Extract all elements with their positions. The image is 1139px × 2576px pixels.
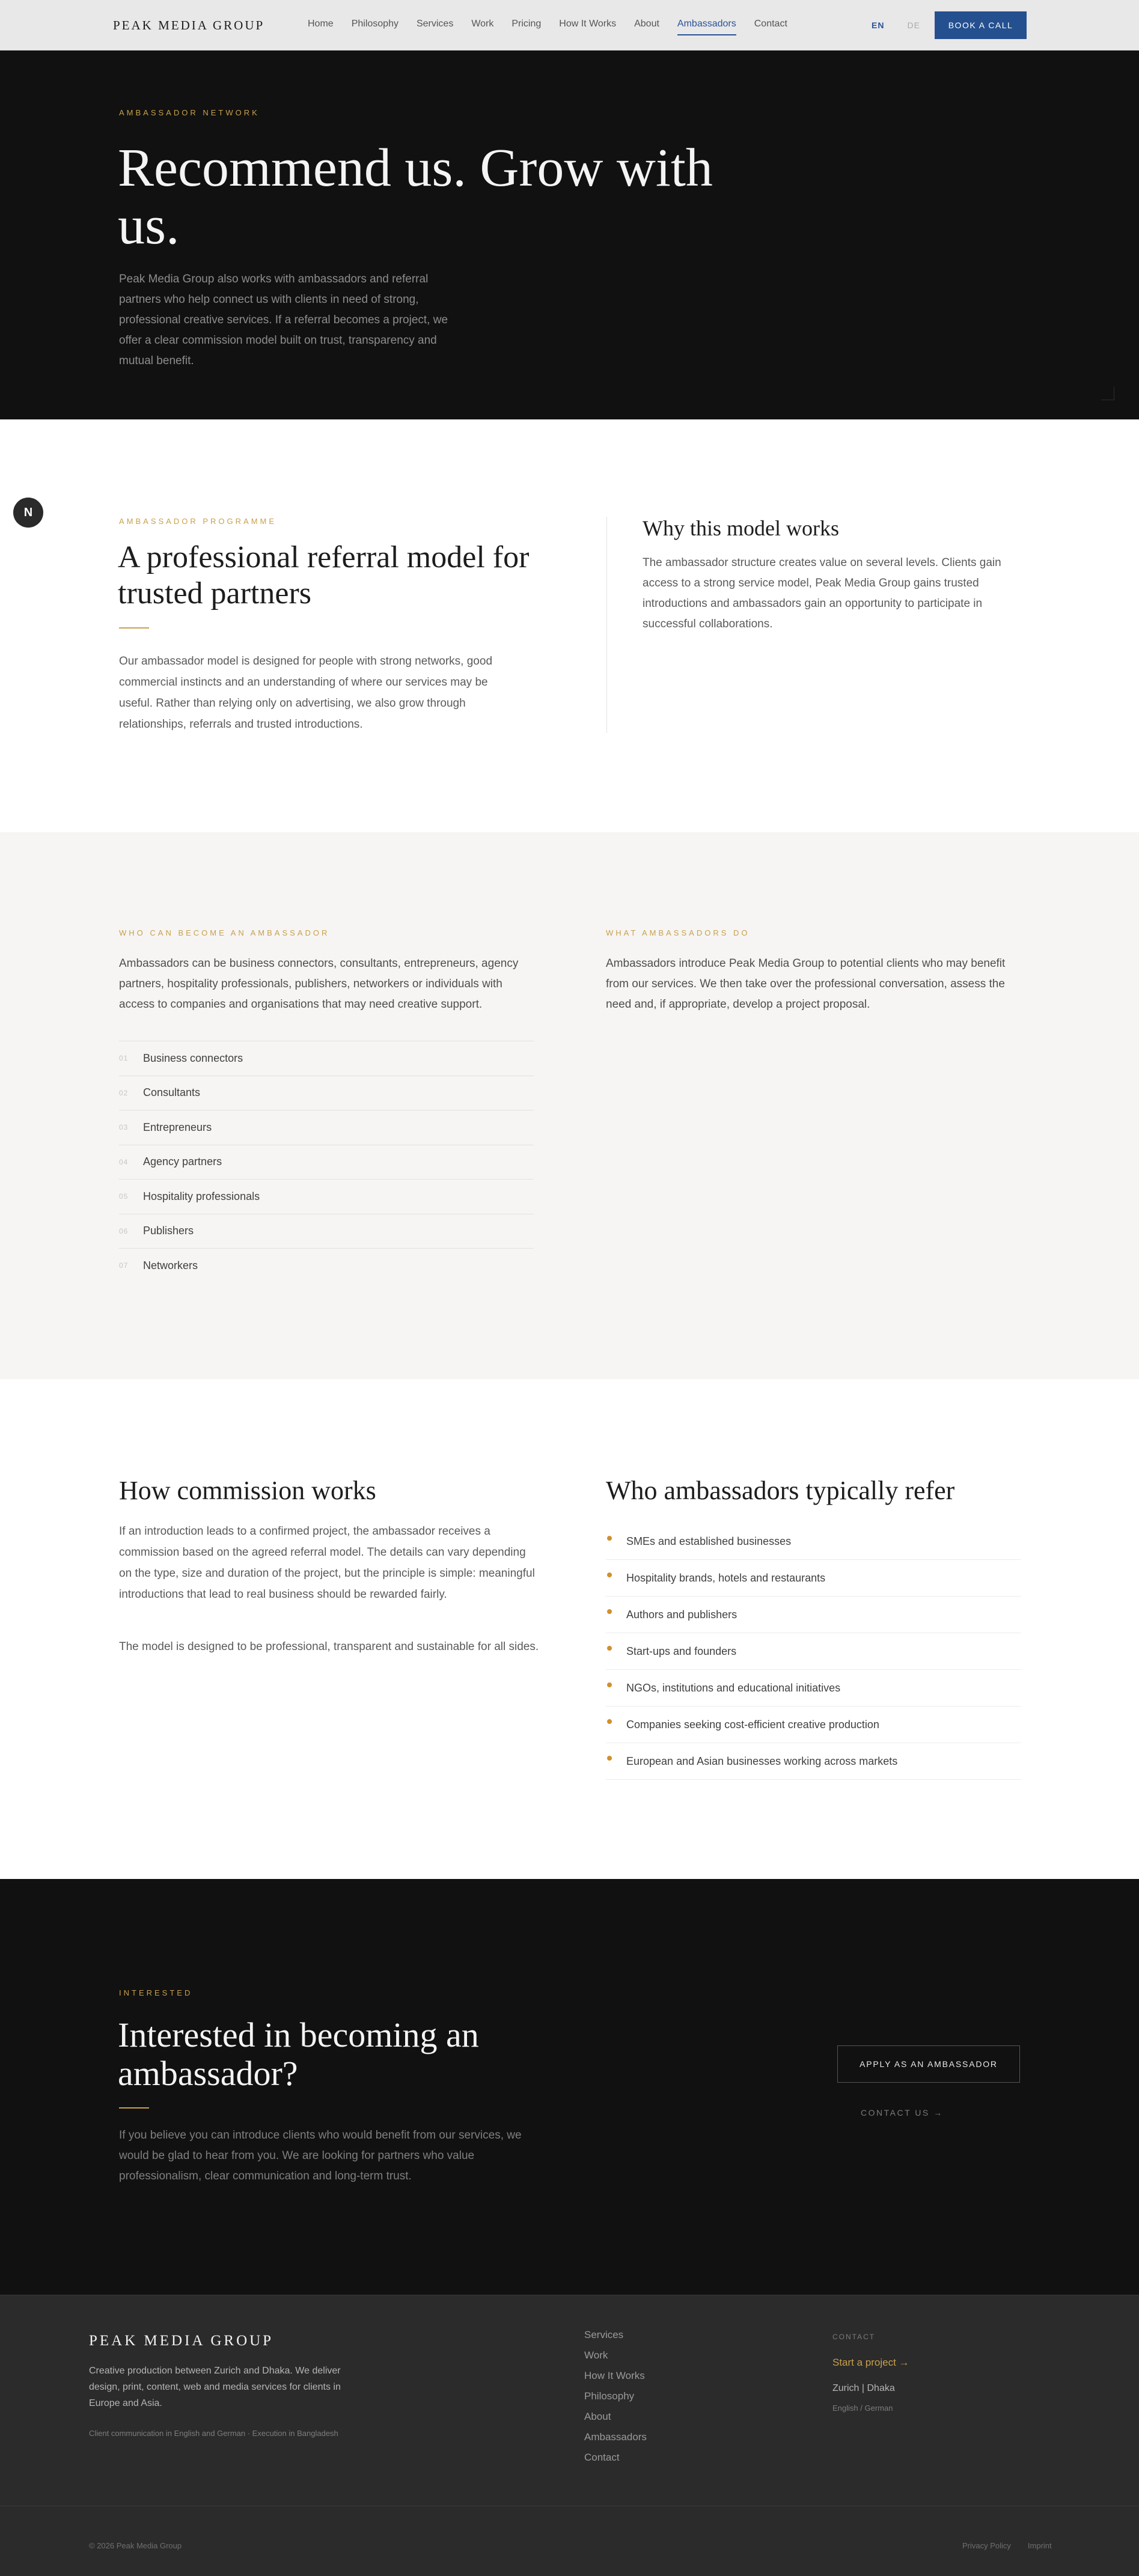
- programme-title: A professional referral model for trusted partners: [118, 540, 530, 611]
- nav-link-philosophy[interactable]: Philosophy: [351, 19, 398, 29]
- footer-link-philosophy[interactable]: Philosophy: [584, 2390, 635, 2402]
- imprint-link[interactable]: Imprint: [1027, 2541, 1052, 2550]
- bullet-dot-icon: [607, 1756, 612, 1761]
- refer-list: [606, 1523, 1021, 1780]
- commission-section: [0, 1379, 1139, 1879]
- interest-text: If you believe you can introduce clients who would benefit from our services, we would be glad to hear from you. We are looking for partners who value professionalism, clear communication and long-term trust.: [119, 2129, 522, 2182]
- what-eyebrow: WHAT AMBASSADORS DO: [606, 928, 750, 937]
- nav-link-about[interactable]: About: [634, 19, 659, 29]
- footer-link-contact[interactable]: Contact: [584, 2452, 620, 2463]
- item-label: Networkers: [143, 1259, 198, 1271]
- book-call-button[interactable]: BOOK A CALL: [935, 11, 1027, 39]
- bullet-dot-icon: [607, 1536, 612, 1541]
- nav-link-how-it-works[interactable]: How It Works: [559, 19, 617, 29]
- who-text: Ambassadors can be business connectors, consultants, entrepreneurs, agency partners, hospitality professionals, publishers, networkers or individuals with access to companies and organisations that may need creative support.: [119, 957, 519, 1011]
- list-item: [119, 1145, 534, 1180]
- bullet-dot-icon: [607, 1719, 612, 1724]
- list-item: [606, 1633, 1021, 1670]
- item-label: Agency partners: [143, 1156, 222, 1168]
- bullet-dot-icon: [607, 1646, 612, 1651]
- list-item: [119, 1248, 534, 1283]
- footer-menu: [584, 2329, 647, 2472]
- nav-link-pricing[interactable]: Pricing: [511, 19, 542, 29]
- footer-link-about[interactable]: About: [584, 2411, 611, 2422]
- item-label: SMEs and established businesses: [626, 1535, 792, 1547]
- lang-en-button[interactable]: EN: [872, 20, 885, 30]
- footer-link-services[interactable]: Services: [584, 2329, 624, 2340]
- footer-languages: English / German: [832, 2404, 893, 2413]
- copyright: © 2026 Peak Media Group: [89, 2541, 182, 2550]
- item-number: 07: [119, 1261, 129, 1270]
- programme-eyebrow: AMBASSADOR PROGRAMME: [119, 517, 277, 526]
- why-model-text: The ambassador structure creates value on several levels. Clients gain access to a strong service model, Peak Media Group gains trusted introductions and ambassadors gain an opportunity to participate in successful collaborations.: [643, 556, 1001, 630]
- bullet-dot-icon: [607, 1682, 612, 1687]
- hero-text: Peak Media Group also works with ambassadors and referral partners who help connect us with clients in need of strong, professional creative services. If a referral becomes a project, we offer a clear commission model built on trust, transparency and mutual benefit.: [119, 273, 448, 367]
- refer-title: Who ambassadors typically refer: [606, 1476, 955, 1505]
- footer-description: Creative production between Zurich and Dhaka. We deliver design, print, content, web and media services for clients in Europe and Asia.: [89, 2366, 341, 2408]
- footer-link-how-it-works[interactable]: How It Works: [584, 2370, 645, 2381]
- list-item: [606, 1707, 1021, 1743]
- apply-ambassador-button[interactable]: APPLY AS AN AMBASSADOR: [837, 2045, 1020, 2083]
- interest-section: [0, 1879, 1139, 2295]
- what-text: Ambassadors introduce Peak Media Group to potential clients who may benefit from our services. We then take over the professional conversation, assess the need and, if appropriate, develop a project proposal.: [606, 957, 1006, 1011]
- item-number: 03: [119, 1123, 129, 1132]
- main-menu: [308, 19, 805, 35]
- nav-link-home[interactable]: Home: [308, 19, 334, 29]
- list-item: [119, 1076, 534, 1110]
- start-project-link[interactable]: Start a project →: [832, 2357, 909, 2368]
- footer-logo[interactable]: PEAK MEDIA GROUP: [89, 2333, 274, 2349]
- privacy-policy-link[interactable]: Privacy Policy: [962, 2541, 1011, 2550]
- footer-locations: Zurich | Dhaka: [832, 2383, 895, 2393]
- floating-n-badge-icon[interactable]: N: [13, 498, 43, 528]
- footer-link-work[interactable]: Work: [584, 2349, 608, 2361]
- site-logo[interactable]: PEAK MEDIA GROUP: [113, 18, 265, 32]
- footer-communication-note: Client communication in English and German · Execution in Bangladesh: [89, 2429, 338, 2438]
- item-number: 06: [119, 1226, 129, 1235]
- commission-text-1: If an introduction leads to a confirmed project, the ambassador receives a commission based on the agreed referral model. The details can vary depending on the type, size and duration of the project, but the principle is simple: meaningful introductions that lead to real business should be rewarded fairly.: [119, 1525, 535, 1601]
- item-label: Authors and publishers: [626, 1608, 737, 1621]
- bullet-dot-icon: [607, 1573, 612, 1577]
- item-number: 01: [119, 1054, 129, 1063]
- list-item: [606, 1597, 1021, 1633]
- list-item: [606, 1670, 1021, 1707]
- gold-divider: [119, 2107, 149, 2109]
- list-item: [119, 1214, 534, 1249]
- item-label: Entrepreneurs: [143, 1121, 212, 1133]
- footer-contact-heading: CONTACT: [832, 2333, 876, 2341]
- hero-eyebrow: AMBASSADOR NETWORK: [119, 108, 260, 117]
- item-number: 02: [119, 1088, 129, 1097]
- hero-section: [0, 50, 1139, 419]
- hero-title: Recommend us. Grow with us.: [118, 138, 713, 255]
- contact-us-link[interactable]: CONTACT US →: [861, 2108, 944, 2118]
- why-model-title: Why this model works: [643, 516, 839, 540]
- programme-body: Our ambassador model is designed for people with strong networks, good commercial instincts and an understanding of where our services may be useful. Rather than relying only on advertising, we also grow through relationships, referrals and trusted introductions.: [119, 655, 493, 731]
- programme-section: [0, 419, 1139, 832]
- commission-title: How commission works: [119, 1476, 376, 1505]
- item-label: Companies seeking cost-efficient creative production: [626, 1718, 879, 1731]
- list-item: [119, 1041, 534, 1076]
- interest-title: Interested in becoming an ambassador?: [118, 2015, 479, 2093]
- nav-link-contact[interactable]: Contact: [754, 19, 787, 29]
- list-item: [119, 1110, 534, 1145]
- item-label: Consultants: [143, 1086, 201, 1099]
- gold-divider: [119, 627, 149, 629]
- interest-eyebrow: INTERESTED: [119, 1988, 193, 1997]
- language-switcher: [872, 20, 943, 30]
- item-number: 05: [119, 1192, 129, 1201]
- item-label: NGOs, institutions and educational initiatives: [626, 1681, 841, 1694]
- list-item: [606, 1560, 1021, 1597]
- item-label: Hospitality brands, hotels and restaurants: [626, 1571, 826, 1584]
- list-item: [606, 1743, 1021, 1780]
- nav-link-work[interactable]: Work: [471, 19, 494, 29]
- top-navigation: [0, 0, 1139, 50]
- bullet-dot-icon: [607, 1609, 612, 1614]
- item-label: Publishers: [143, 1225, 194, 1237]
- who-eyebrow: WHO CAN BECOME AN AMBASSADOR: [119, 928, 330, 937]
- nav-link-services[interactable]: Services: [416, 19, 454, 29]
- item-label: Start-ups and founders: [626, 1645, 737, 1657]
- lang-de-button[interactable]: DE: [907, 20, 920, 30]
- footer-link-ambassadors[interactable]: Ambassadors: [584, 2431, 647, 2443]
- item-label: European and Asian businesses working across markets: [626, 1755, 898, 1767]
- ambassador-type-list: [119, 1041, 534, 1283]
- commission-text-2: The model is designed to be professional, transparent and sustainable for all sides.: [119, 1640, 539, 1653]
- nav-link-ambassadors[interactable]: Ambassadors: [677, 19, 736, 35]
- site-footer: [0, 2295, 1139, 2576]
- legal-links: [945, 2541, 1052, 2550]
- corner-decoration: [1101, 387, 1114, 400]
- vertical-divider: [606, 517, 607, 733]
- item-label: Hospitality professionals: [143, 1190, 260, 1202]
- list-item: [119, 1179, 534, 1214]
- item-number: 04: [119, 1157, 129, 1166]
- list-item: [606, 1523, 1021, 1560]
- item-label: Business connectors: [143, 1052, 243, 1064]
- who-section: [0, 832, 1139, 1379]
